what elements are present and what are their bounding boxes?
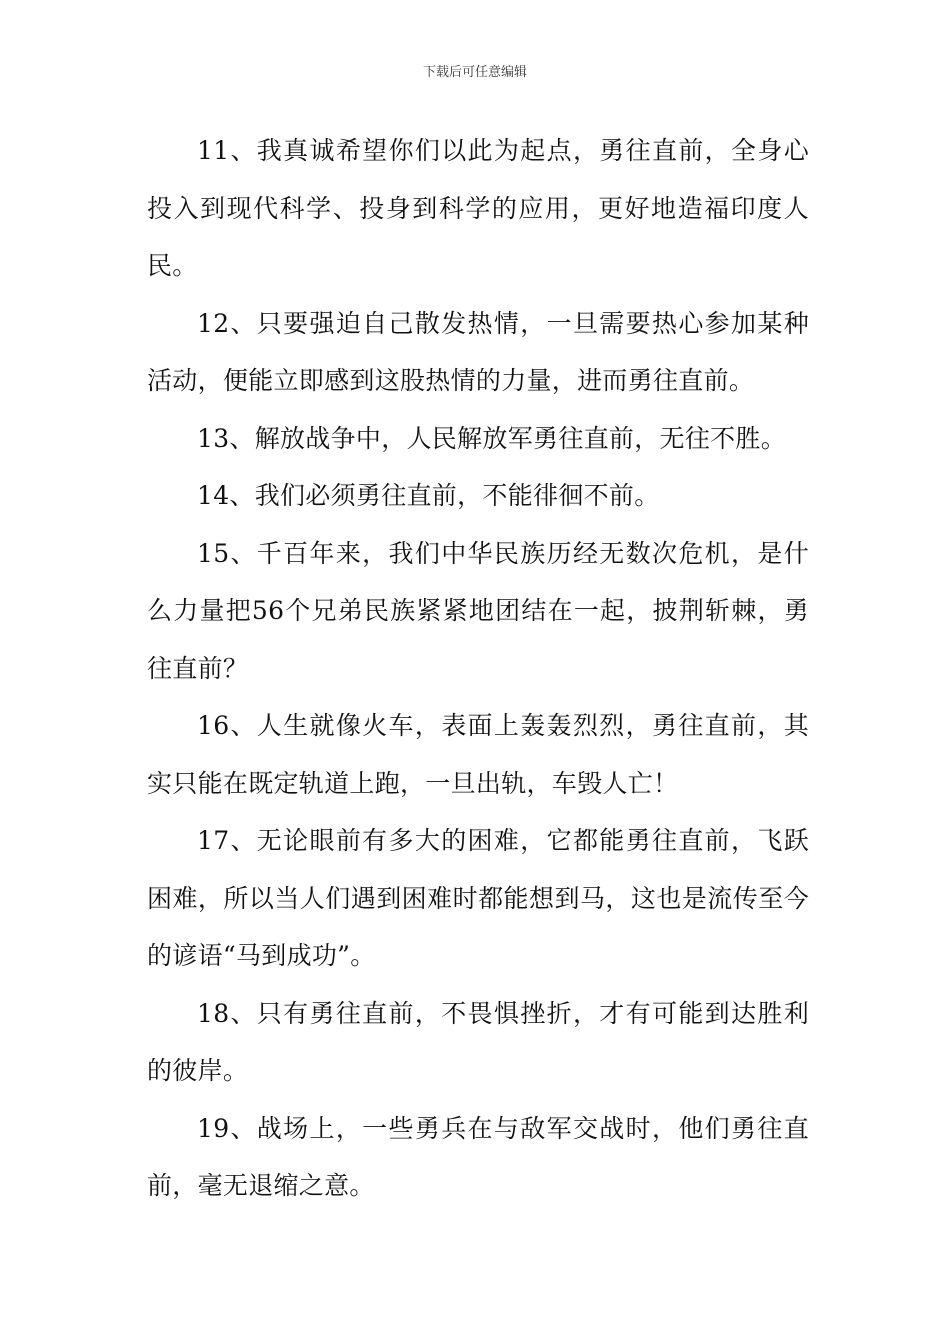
document-body: [147, 122, 809, 1215]
paragraph-13: 13、解放战争中，人民解放军勇往直前，无往不胜。: [197, 423, 787, 453]
page-header-note: 下载后可任意编辑: [422, 65, 527, 80]
paragraph-19: 19、战场上，一些勇兵在与敌军交战时，他们勇往直前，毫无退缩之意。: [147, 1113, 809, 1200]
paragraph-17: 17、无论眼前有多大的困难，它都能勇往直前，飞跃困难，所以当人们遇到困难时都能想到马，这也是流传至今的谚语“马到成功”。: [147, 826, 809, 970]
paragraph-15: 15、千百年来，我们中华民族历经无数次危机，是什么力量把56个兄弟民族紧紧地团结在一起，披荆斩棘，勇往直前？: [147, 538, 809, 683]
paragraph-12: 12、只要强迫自己散发热情，一旦需要热心参加某种活动，便能立即感到这股热情的力量，进而勇往直前。: [147, 308, 809, 395]
paragraph-18: 18、只有勇往直前，不畏惧挫折，才有可能到达胜利的彼岸。: [147, 998, 809, 1085]
paragraph-11: 11、我真诚希望你们以此为起点，勇往直前，全身心投入到现代科学、投身到科学的应用，更好地造福印度人民。: [147, 136, 809, 280]
paragraph-16: 16、人生就像火车，表面上轰轰烈烈，勇往直前，其实只能在既定轨道上跑，一旦出轨，车毁人亡！: [147, 711, 809, 798]
paragraph-14: 14、我们必须勇往直前，不能徘徊不前。: [197, 481, 660, 510]
